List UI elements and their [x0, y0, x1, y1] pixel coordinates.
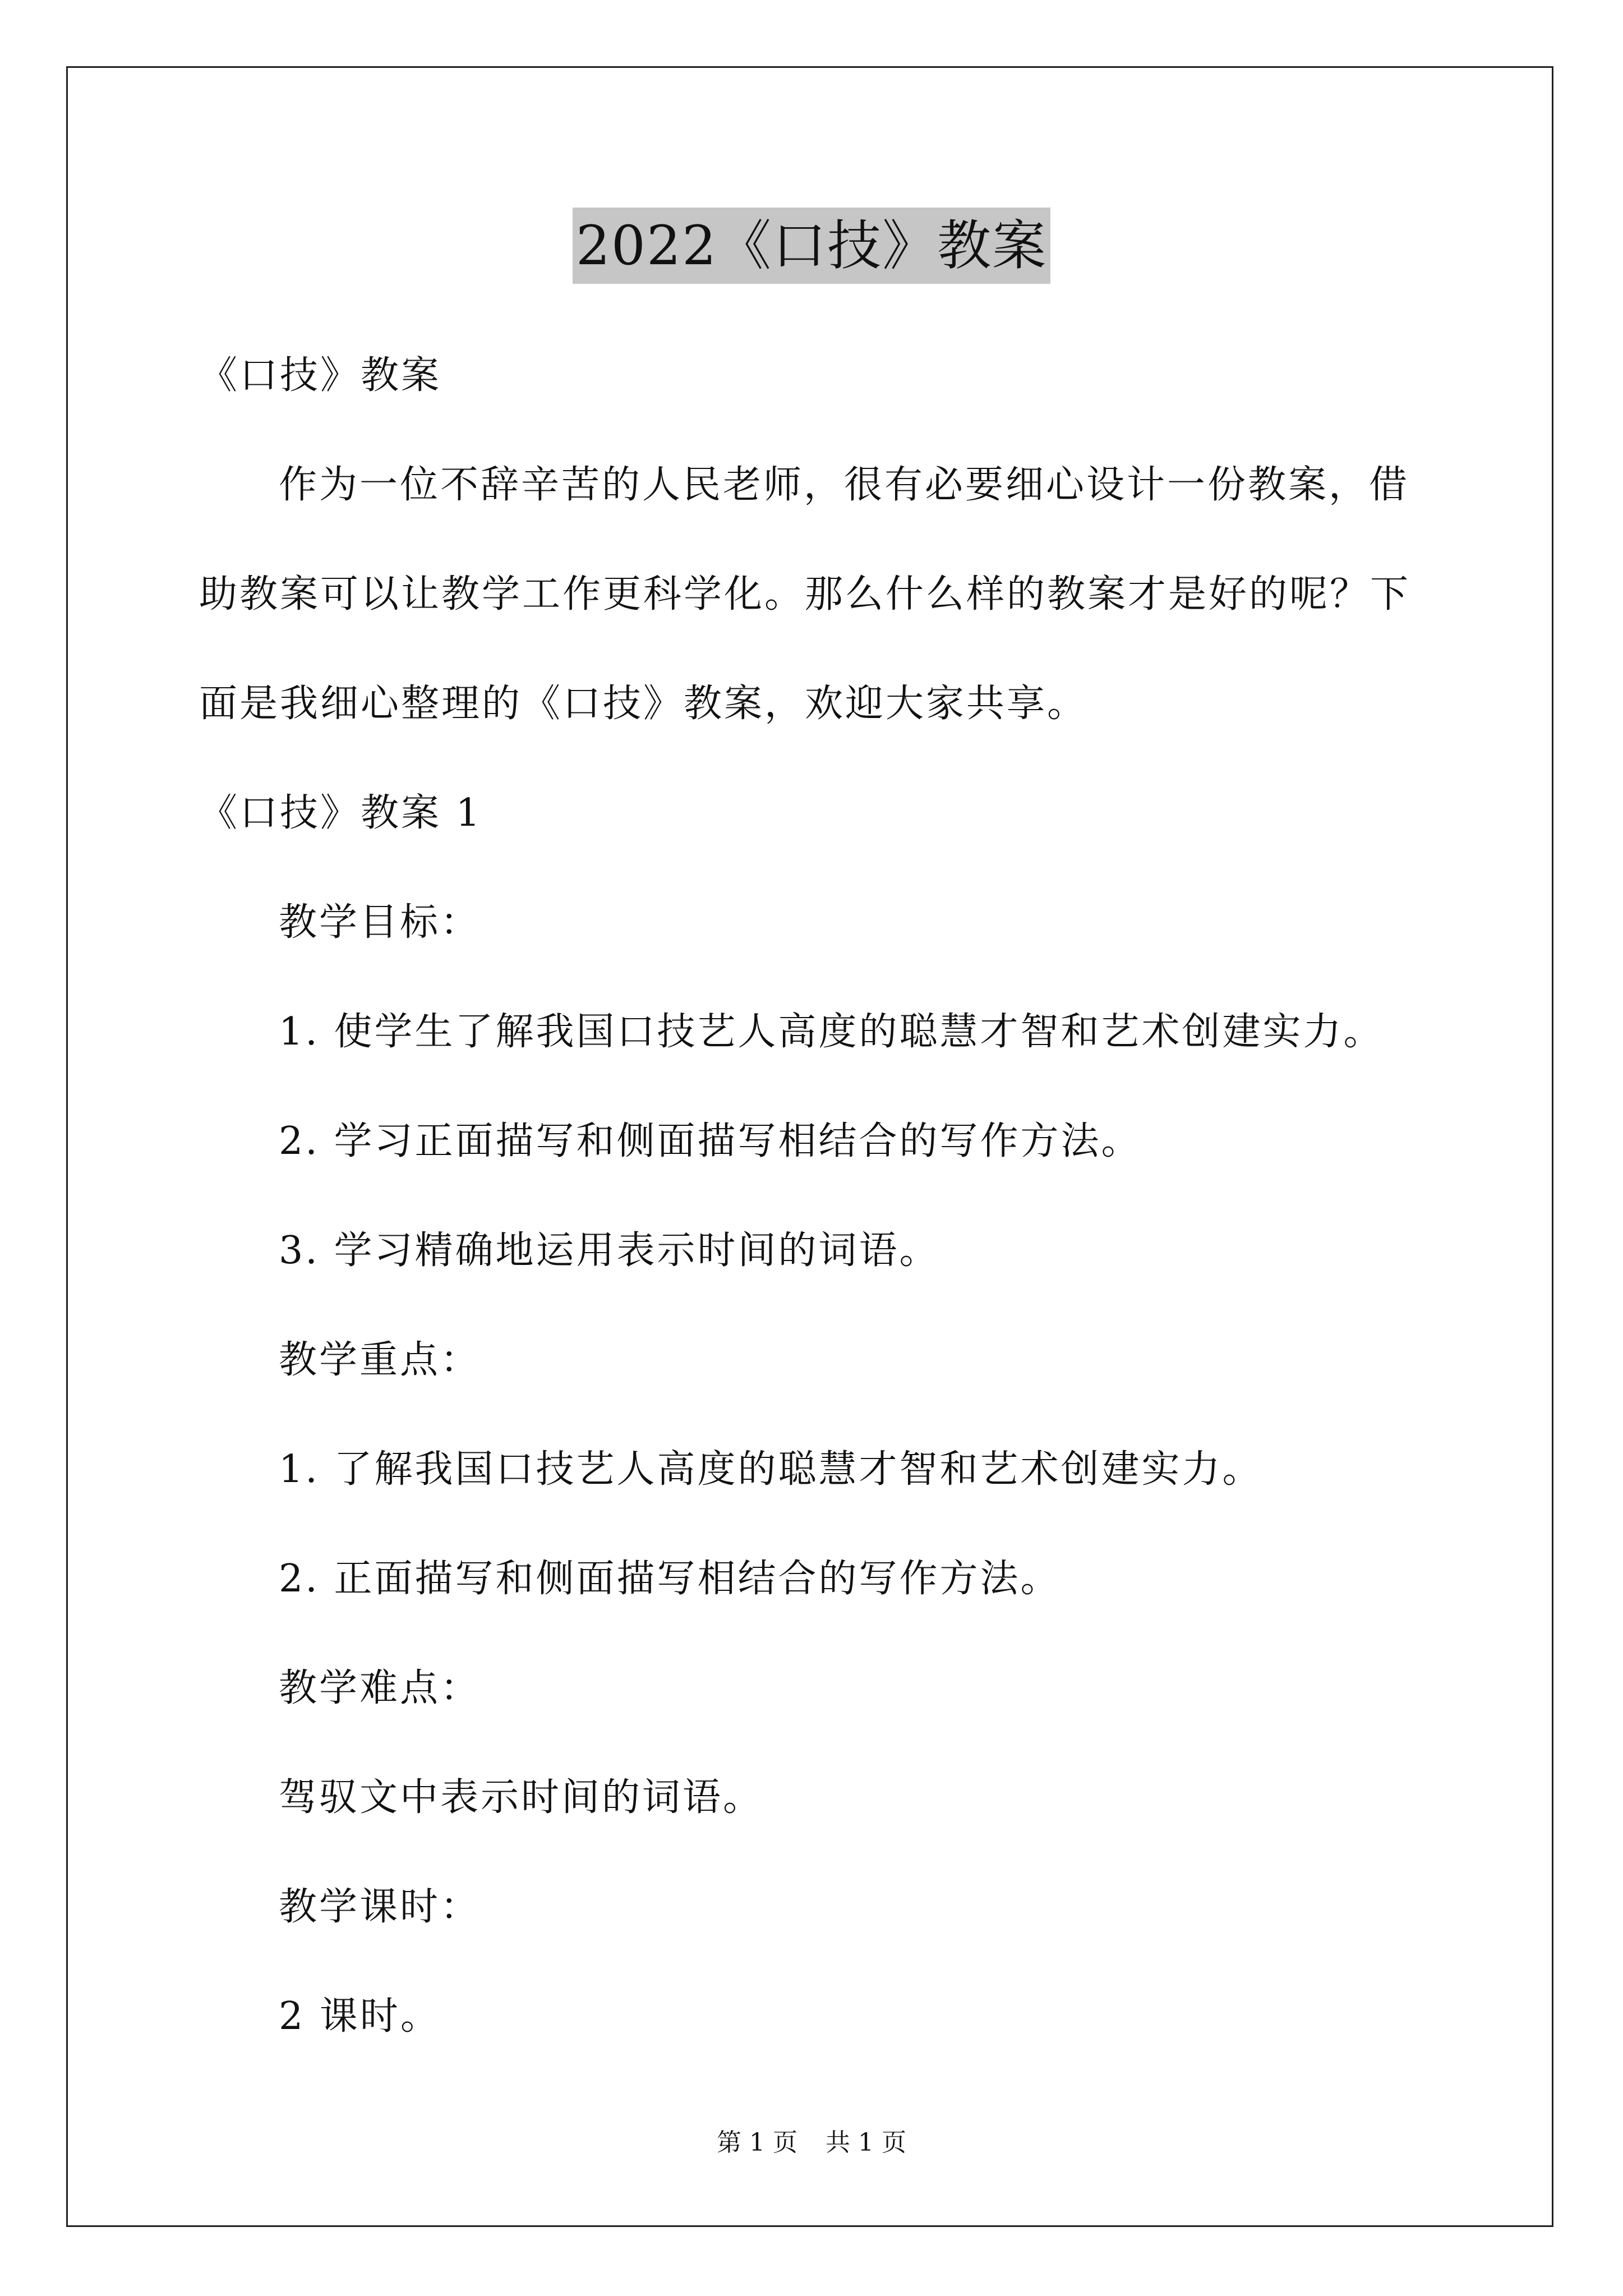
objectives-heading: 教学目标： [279, 900, 481, 945]
intro-paragraph-line-1: 作为一位不辞辛苦的人民老师，很有必要细心设计一份教案，借 [279, 463, 1410, 507]
intro-paragraph-line-2: 助教案可以让教学工作更科学化。那么什么样的教案才是好的呢？下 [199, 572, 1411, 616]
intro-paragraph-line-3: 面是我细心整理的《口技》教案，欢迎大家共享。 [199, 682, 1088, 726]
class-hours-value: 2 课时。 [279, 1994, 441, 2039]
objective-item-1: 1. 使学生了解我国口技艺人高度的聪慧才智和艺术创建实力。 [279, 1010, 1384, 1054]
difficulty-item: 驾驭文中表示时间的词语。 [279, 1775, 764, 1820]
difficulty-heading: 教学难点： [279, 1666, 481, 1710]
document-title: 2022《口技》教案 [573, 208, 1050, 284]
objective-item-3: 3. 学习精确地运用表示时间的词语。 [279, 1228, 940, 1273]
total-pages: 共 1 页 [826, 2128, 906, 2157]
key-point-item-2: 2. 正面描写和侧面描写相结合的写作方法。 [279, 1557, 1061, 1601]
lesson-heading: 《口技》教案 1 [199, 791, 482, 835]
section-heading: 《口技》教案 [199, 353, 442, 398]
objective-item-2: 2. 学习正面描写和侧面描写相结合的写作方法。 [279, 1119, 1142, 1163]
class-hours-heading: 教学课时： [279, 1885, 481, 1929]
title-container [0, 208, 1623, 284]
key-point-item-1: 1. 了解我国口技艺人高度的聪慧才智和艺术创建实力。 [279, 1447, 1263, 1492]
key-points-heading: 教学重点： [279, 1338, 481, 1382]
page-number: 第 1 页 [717, 2128, 797, 2157]
page-footer [0, 2126, 1623, 2160]
